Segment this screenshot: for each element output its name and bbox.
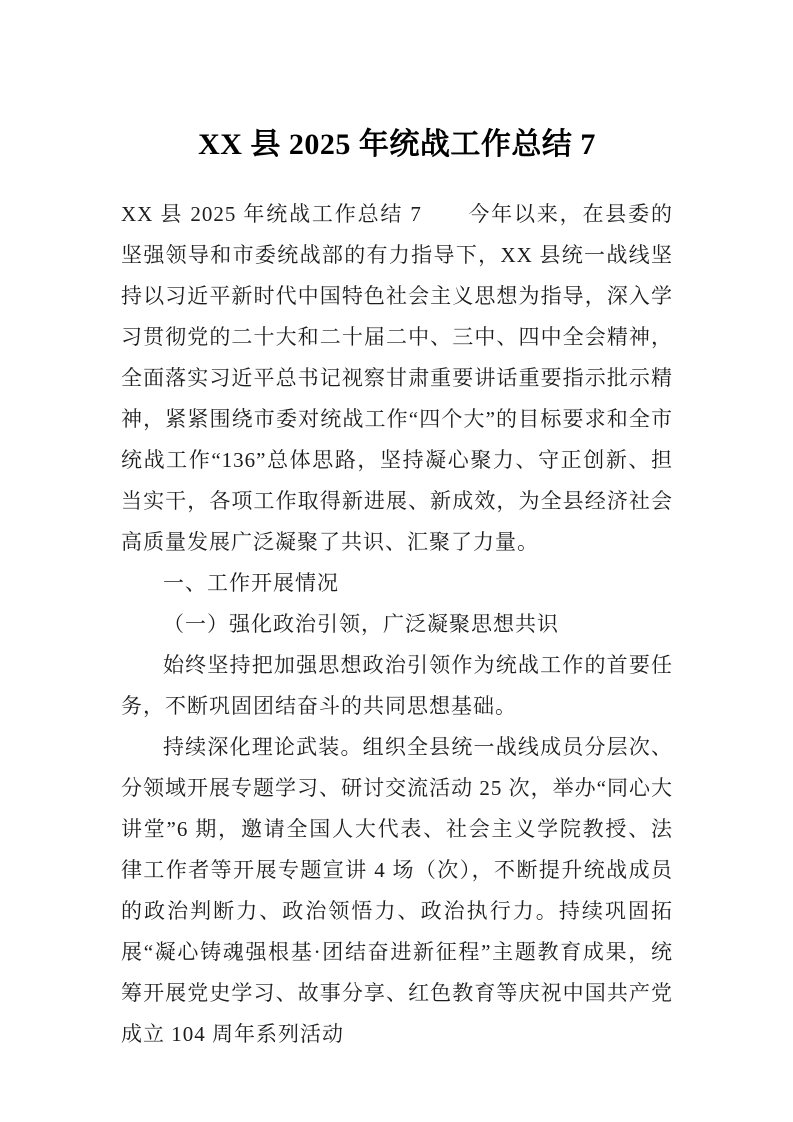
paragraph: （一）强化政治引领，广泛凝聚思想共识	[163, 612, 559, 636]
paragraph: 持续深化理论武装。组织全县统一战线成员分层次、分领域开展专题学习、研讨交流活动 25 次，举办“同心大讲堂”6 期，邀请全国人大代表、社会主义学院教授、法律工作者等开展专题宣讲 4 场（次），不断提升统战成员的政治判断力、政治领悟力、政治执行力。持续巩固拓展“凝心铸魂强根基·团结奋进新征程”主题教育成果，统筹开展党史学习、故事分享、红色教育等庆祝中国共产党成立 104 周年系列活动	[121, 735, 673, 1046]
document-body	[121, 194, 673, 1055]
paragraph: XX 县 2025 年统战工作总结 7 今年以来，在县委的坚强领导和市委统战部的有力指导下，XX 县统一战线坚持以习近平新时代中国特色社会主义思想为指导，深入学习贯彻党的二十大和二十届二中、三中、四中全会精神，全面落实习近平总书记视察甘肃重要讲话重要指示批示精神，紧紧围绕市委对统战工作“四个大”的目标要求和全市统战工作“136”总体思路，坚持凝心聚力、守正创新、担当实干，各项工作取得新进展、新成效，为全县经济社会高质量发展广泛凝聚了共识、汇聚了力量。	[121, 202, 673, 554]
document-title: XX 县 2025 年统战工作总结 7	[198, 128, 596, 161]
paragraph: 始终坚持把加强思想政治引领作为统战工作的首要任务，不断巩固团结奋斗的共同思想基础。	[121, 653, 673, 718]
paragraph: 一、工作开展情况	[163, 571, 339, 595]
